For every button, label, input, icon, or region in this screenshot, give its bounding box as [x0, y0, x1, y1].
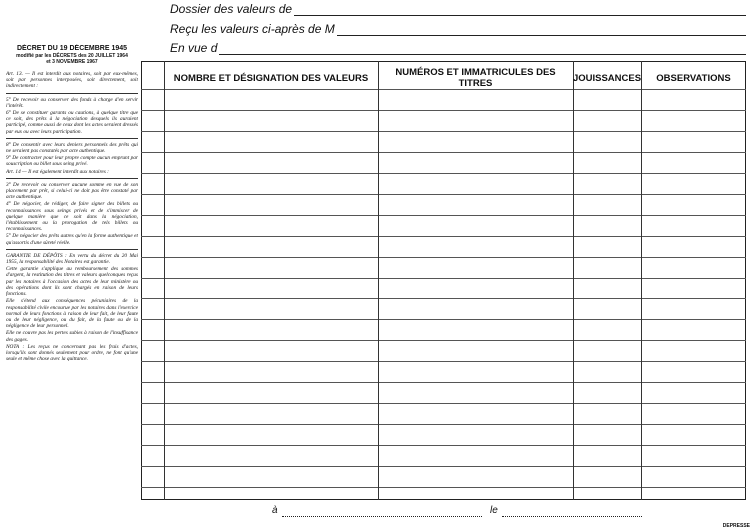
decret-modifie-2: et 3 NOVEMBRE 1967	[46, 59, 98, 65]
printer-mark: DEPRESSE	[722, 523, 750, 529]
footer-le-rule	[502, 516, 642, 517]
divider	[6, 138, 138, 139]
nota: NOTA : Les reçus ne concernant pas les frais d'actes, lorsqu'ils sont donnés seulement pour ordre, ne font qu'une seule et même chose avec la quittance.	[6, 343, 138, 363]
col-header-observations: OBSERVATIONS	[656, 72, 731, 84]
table-row-line	[141, 319, 746, 320]
table-row-line	[141, 361, 746, 362]
table-row-line	[141, 445, 746, 446]
dossier-label: Dossier des valeurs de	[170, 2, 293, 16]
garantie-depots: GARANTIE DE DÉPÔTS : En vertu du décret du 20 Mai 1955, la responsabilité des Notaires est garantie.	[6, 252, 138, 266]
table-row-line	[141, 340, 746, 341]
col-divider-1	[378, 61, 379, 500]
art14-para-5: 5° De négocier des prêts autres qu'en la forme authentique et qu'assortis d'une sûreté réelle.	[6, 233, 138, 246]
table-row-line	[141, 173, 746, 174]
art13-para-5: 5° De recevoir ou conserver des fonds à charge d'en servir l'intérêt.	[6, 96, 138, 109]
legal-notice	[6, 44, 138, 484]
footer-a-label: à	[272, 505, 278, 516]
footer-le-label: le	[490, 505, 498, 516]
garantie-para-1: Cette garantie s'applique au remboursement des sommes d'argent, la restitution des titres et valeurs quelconques reçus par les notaires à l'occasion des actes de leur ministère ou des opérations dont ils sont chargés en raison de leurs fonctions.	[6, 266, 138, 298]
table-row-line	[141, 236, 746, 237]
divider	[6, 93, 138, 94]
en-vue-line	[170, 41, 746, 57]
col-header-designation: NOMBRE ET DÉSIGNATION DES VALEURS	[173, 72, 369, 84]
values-table	[141, 61, 746, 500]
col-header-jouissances: JOUISSANCES	[572, 72, 642, 84]
recu-line	[170, 22, 746, 38]
table-row-line	[141, 110, 746, 111]
article-13: Art. 13. — Il est interdit aux notaires, soit par eux-mêmes, soit par personnes interposées, soit directement, soit indirectement :	[6, 71, 138, 90]
dossier-line	[170, 2, 746, 18]
garantie-para-2: Elle s'étend aux conséquences pécuniaires de la responsabilité civile encourue par les notaires dans l'exercice normal de leurs fonctions à raison de leur fait, de leur faute ou de leur négligence, ou du fait, de la faute ou de la négligence de leur personnel.	[6, 298, 138, 330]
table-row-line	[141, 466, 746, 467]
table-row-line	[141, 215, 746, 216]
table-row-line	[141, 194, 746, 195]
decret-title: DÉCRET DU 19 DÉCEMBRE 1945	[16, 45, 128, 52]
table-row-line	[141, 487, 746, 488]
table-row-line	[141, 257, 746, 258]
art13-para-8: 8° De consentir avec leurs deniers personnels des prêts qui ne seraient pas constatés par acte authentique.	[6, 141, 138, 155]
art14-para-4: 4° De négocier, de rédiger, de faire signer des billets ou reconnaissances sous seings privés et de s'immiscer de quelque manière que ce soit dans la négociation, l'établissement ou la prorogation de tels billets ou reconnaissances.	[6, 201, 138, 233]
table-row-line	[141, 424, 746, 425]
table-row-line	[141, 278, 746, 279]
art13-para-6: 6° De se constituer garants ou cautions, à quelque titre que ce soit, des prêts à la négociation desquels ils auraient participé, comme aussi de ceux dont les actes seraient dressés par eux ou avec leurs participation.	[6, 110, 138, 135]
table-row-line	[141, 152, 746, 153]
article-14: Art. 14 — Il est également interdit aux notaires :	[6, 168, 109, 175]
en-vue-rule	[170, 54, 746, 55]
table-row-line	[141, 298, 746, 299]
table-row-line	[141, 382, 746, 383]
garantie-para-3: Elle ne couvre pas les pertes subies à raison de l'insuffisance des gages.	[6, 330, 138, 343]
en-vue-label: En vue d	[170, 41, 218, 55]
art14-para-3: 3° De recevoir ou conserver aucune somme en vue de son placement par prêt, si celui-ci ne doit pas être constaté par acte authentique.	[6, 181, 138, 201]
divider	[6, 249, 138, 250]
col-divider-margin	[164, 61, 165, 500]
col-header-numeros: NUMÉROS ET IMMATRICULES DES TITRES	[395, 67, 556, 89]
table-row-line	[141, 131, 746, 132]
table-row-line	[141, 403, 746, 404]
art13-para-9: 9° De contracter pour leur propre compte aucun emprunt par souscription ou billet sous seing privé.	[6, 155, 138, 168]
footer-a-rule	[282, 516, 482, 517]
col-divider-3	[641, 61, 642, 500]
recu-label: Reçu les valeurs ci-après de M	[170, 22, 335, 36]
decret-modifie-1: modifié par les DÉCRETS des 20 JUILLET 1964	[16, 53, 128, 59]
divider	[6, 178, 138, 179]
col-divider-2	[573, 61, 574, 500]
